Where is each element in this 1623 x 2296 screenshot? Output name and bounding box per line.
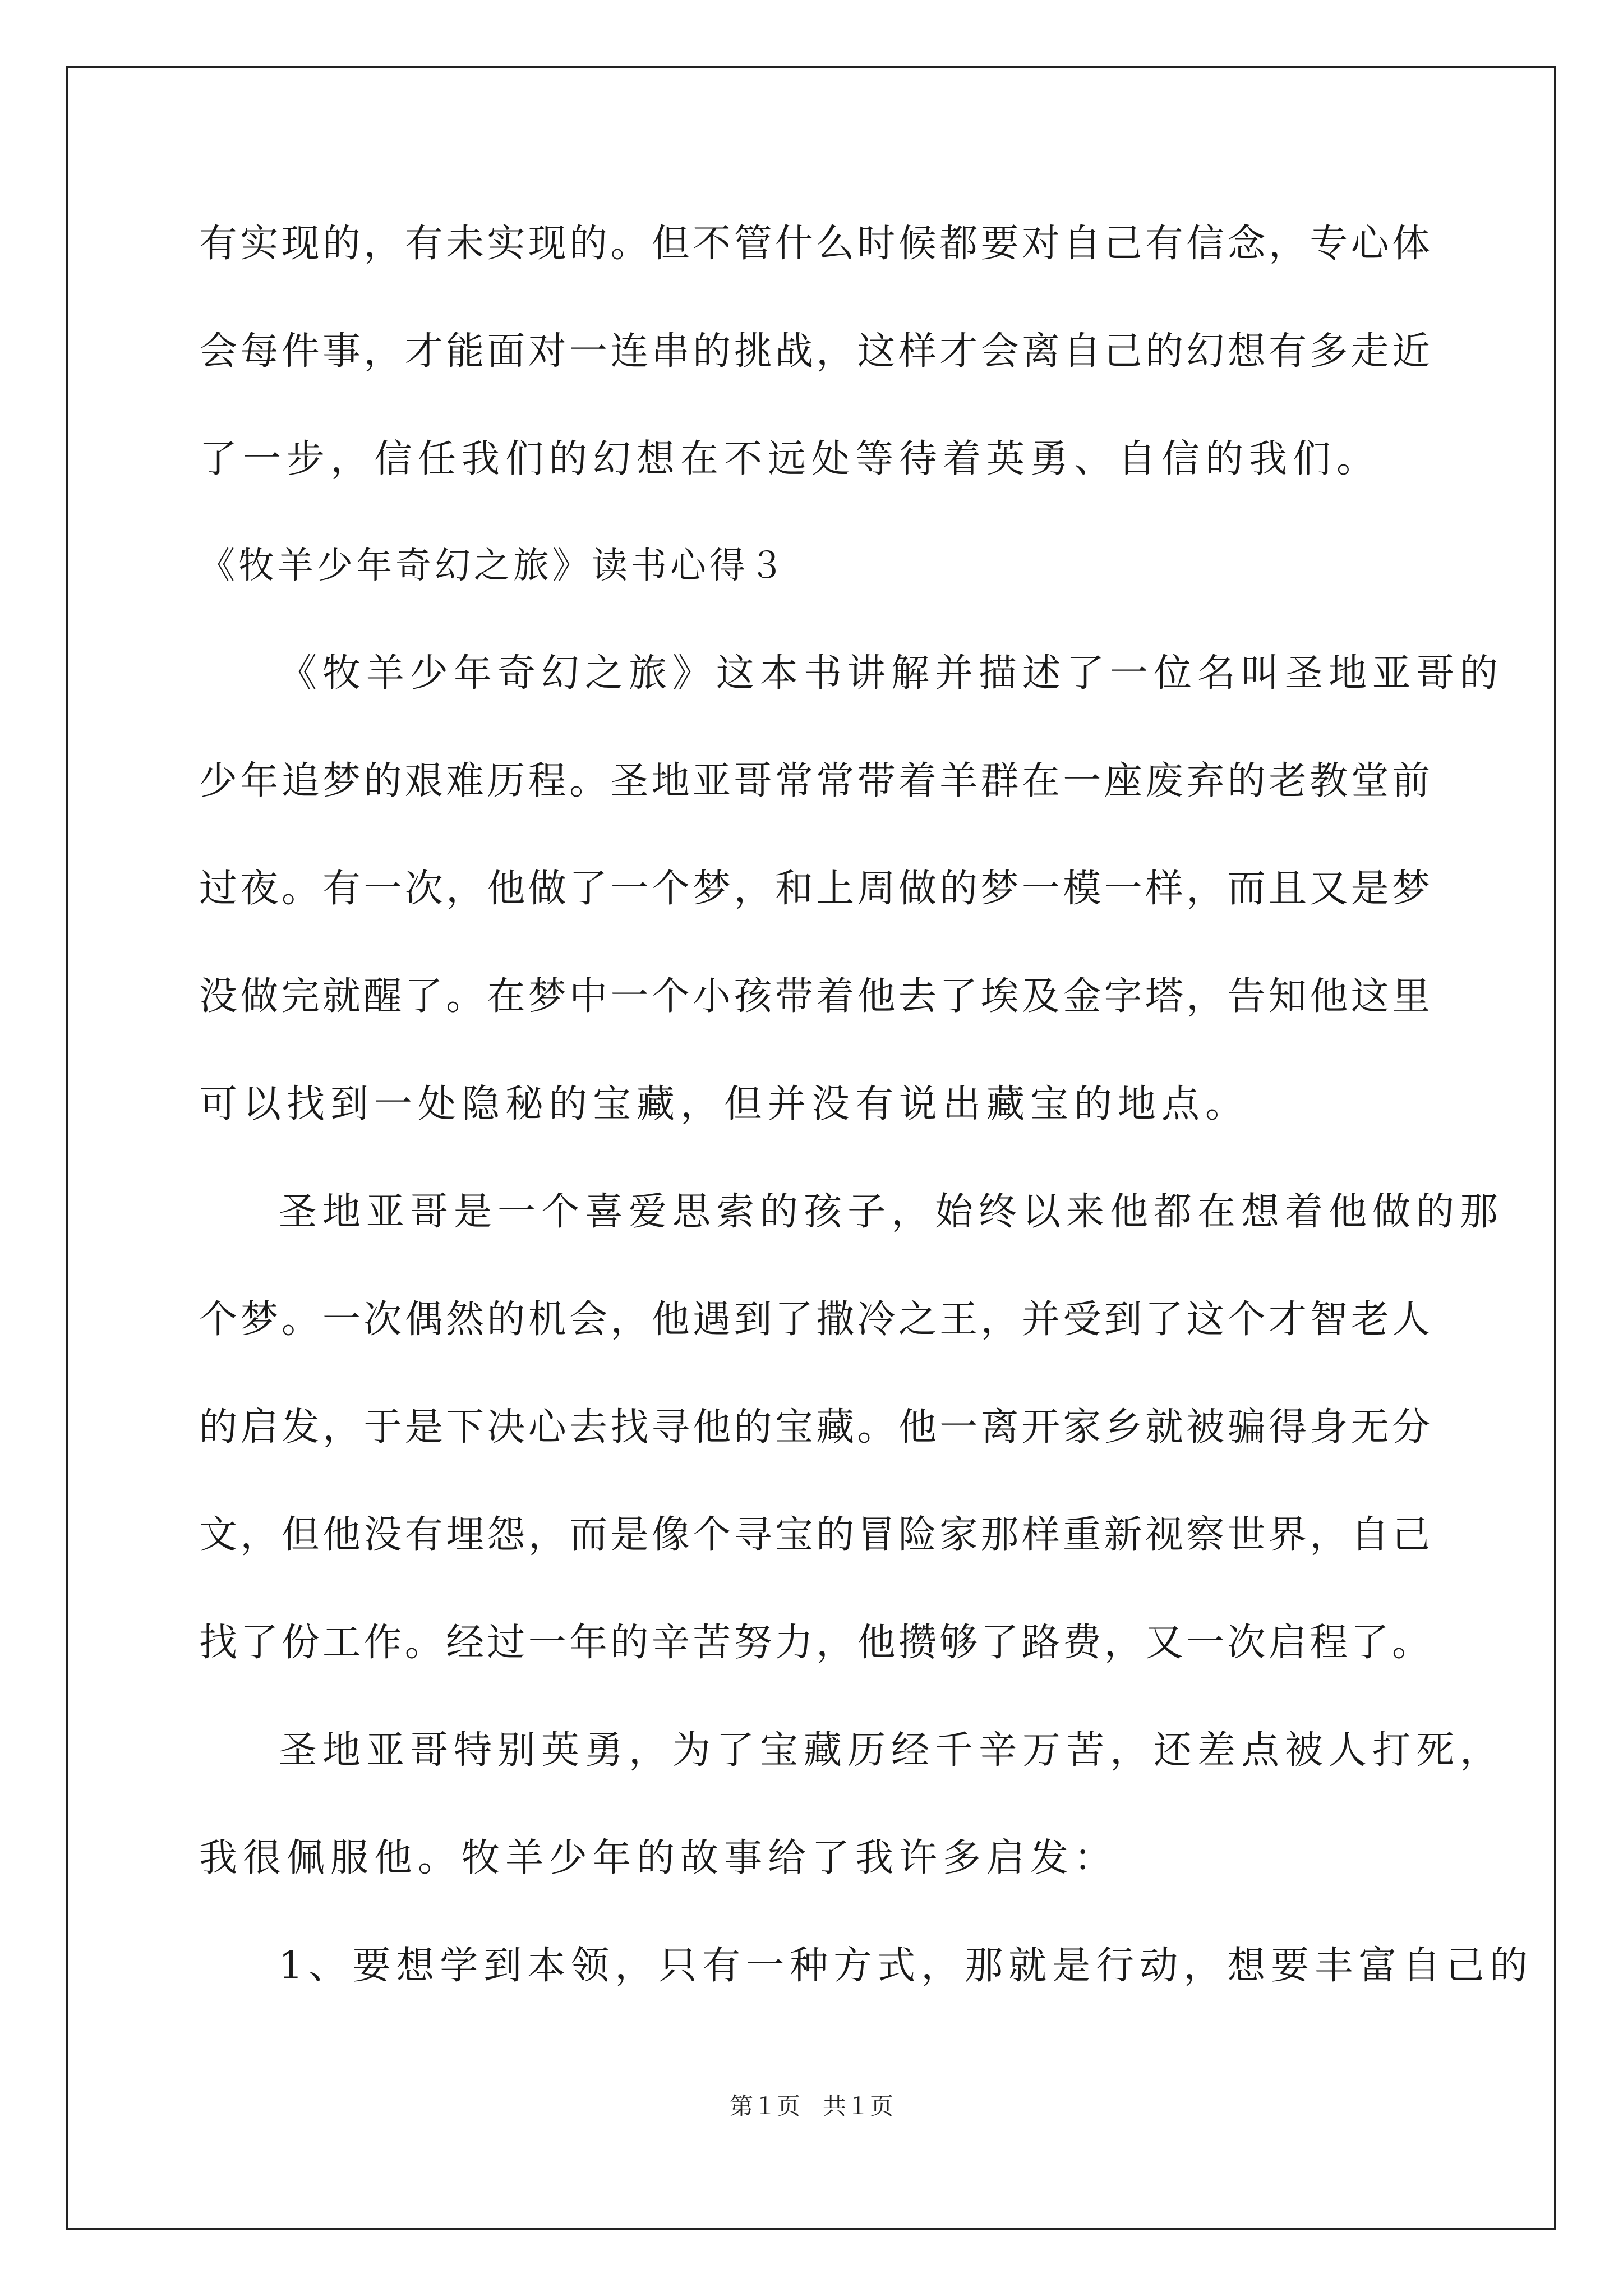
text-line: 我很佩服他。牧羊少年的故事给了我许多启发：	[199, 1836, 1118, 1880]
text-line: 文，但他没有埋怨，而是像个寻宝的冒险家那样重新视察世界，自己	[199, 1513, 1430, 1557]
text-line: 《牧羊少年奇幻之旅》这本书讲解并描述了一位名叫圣地亚哥的	[279, 651, 1504, 696]
text-line: 圣地亚哥是一个喜爱思索的孩子，始终以来他都在想着他做的那	[279, 1190, 1504, 1234]
text-line: 了一步，信任我们的幻想在不远处等待着英勇、自信的我们。	[199, 437, 1381, 481]
page-footer	[0, 2092, 1623, 2120]
text-line: 个梦。一次偶然的机会，他遇到了撒冷之王，并受到了这个才智老人	[199, 1297, 1430, 1342]
page-total: 共１页	[823, 2092, 894, 2120]
text-line: 少年追梦的艰难历程。圣地亚哥常常带着羊群在一座废弃的老教堂前	[199, 759, 1430, 803]
text-line: 过夜。有一次，他做了一个梦，和上周做的梦一模一样，而且又是梦	[199, 867, 1430, 911]
section-heading: 《牧羊少年奇幻之旅》读书心得３	[199, 545, 788, 587]
text-line: 1、要想学到本领，只有一种方式，那就是行动，想要丰富自己的	[279, 1944, 1534, 1988]
text-line: 可以找到一处隐秘的宝藏，但并没有说出藏宝的地点。	[199, 1082, 1249, 1126]
page-number: 第１页	[729, 2092, 800, 2120]
text-line: 找了份工作。经过一年的辛苦努力，他攒够了路费，又一次启程了。	[199, 1621, 1430, 1665]
text-line: 有实现的，有未实现的。但不管什么时候都要对自己有信念，专心体	[199, 222, 1430, 266]
page-border	[66, 66, 1556, 2230]
text-line: 没做完就醒了。在梦中一个小孩带着他去了埃及金字塔，告知他这里	[199, 974, 1430, 1019]
text-line: 圣地亚哥特别英勇，为了宝藏历经千辛万苦，还差点被人打死，	[279, 1728, 1504, 1773]
text-line: 会每件事，才能面对一连串的挑战，这样才会离自己的幻想有多走近	[199, 329, 1430, 374]
text-line: 的启发，于是下决心去找寻他的宝藏。他一离开家乡就被骗得身无分	[199, 1405, 1430, 1450]
